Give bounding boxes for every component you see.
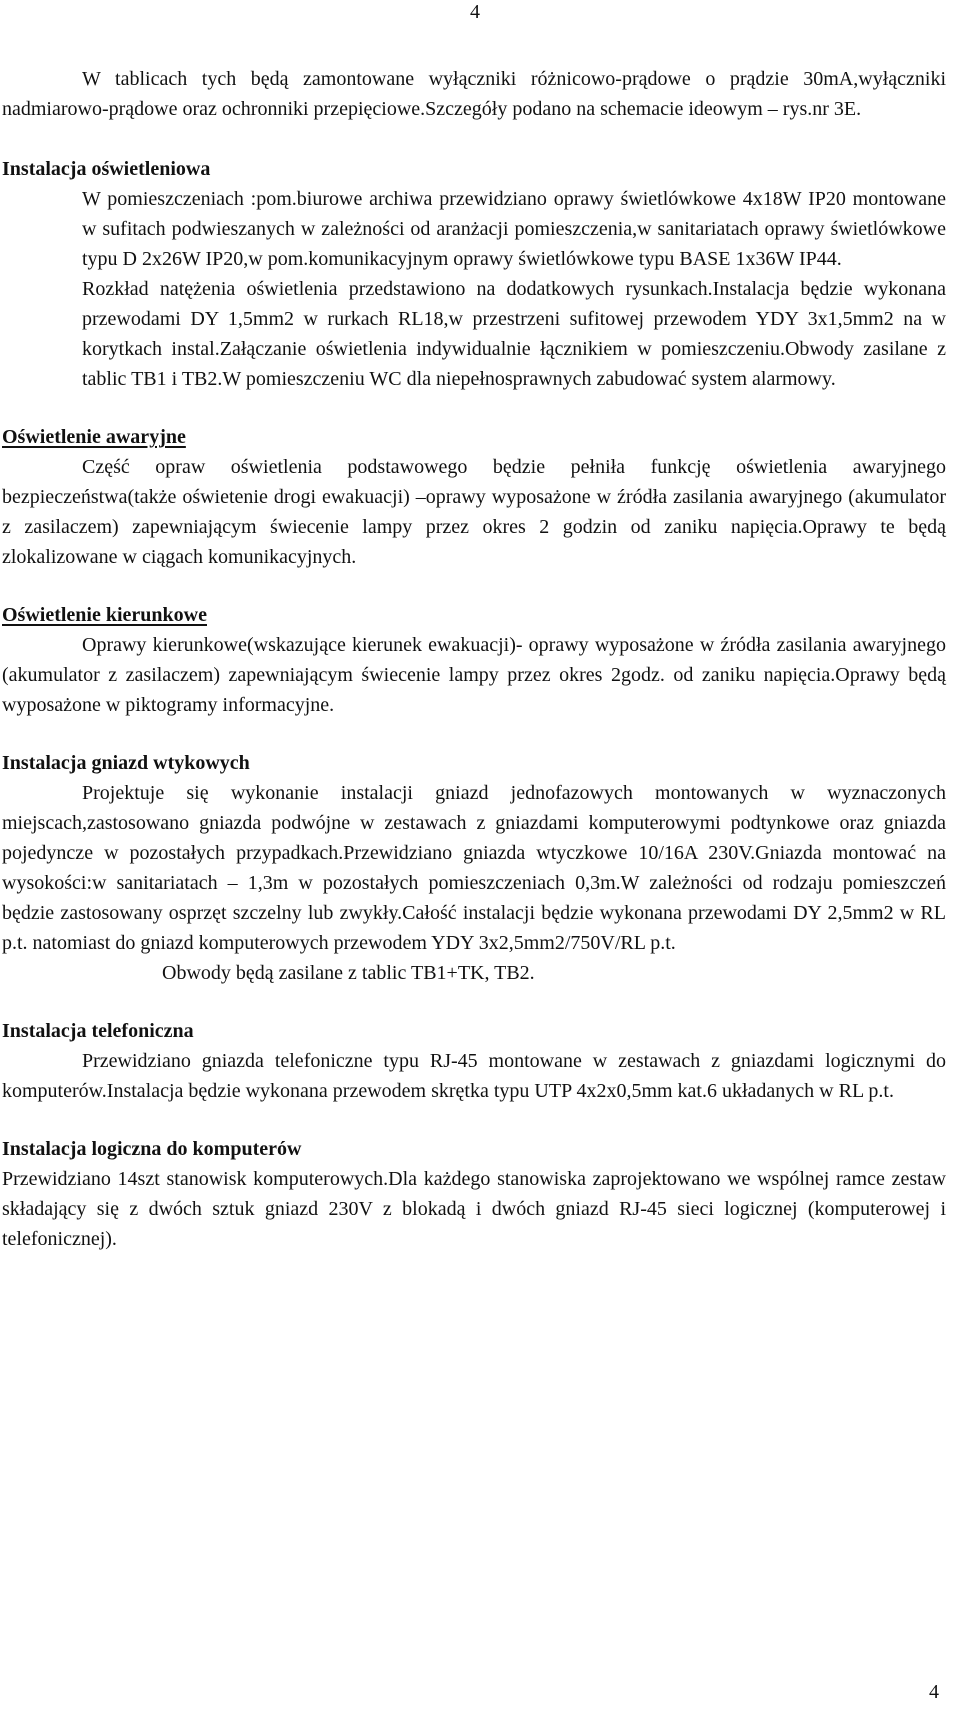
page-number-bottom: 4 (929, 1681, 939, 1703)
section-telephone (2, 1016, 946, 1106)
section-title-directional: Oświetlenie kierunkowe (2, 604, 207, 626)
section-directional-lighting (2, 600, 946, 720)
section-computer-network (2, 1134, 946, 1254)
lighting-paragraph-1: W pomieszczeniach :pom.biurowe archiwa przewidziano oprawy świetlówkowe 4x18W IP20 montowane w sufitach podwieszanych w zależności od aranżacji pomieszczenia,w sanitariatach oprawy świetlówkowe typu D 2x26W IP20,w pom.komunikacyjnym oprawy świetlówkowe typu BASE 1x36W IP44. (82, 188, 946, 270)
section-lighting (2, 154, 946, 394)
section-title-sockets: Instalacja gniazd wtykowych (2, 752, 250, 774)
intro-paragraph: W tablicach tych będą zamontowane wyłączniki różnicowo-prądowe o prądzie 30mA,wyłączniki nadmiarowo-prądowe oraz ochronniki przepięciowe.Szczegóły podano na schemacie ideowym – rys.nr 3E. (2, 68, 946, 120)
section-sockets (2, 748, 946, 988)
computer-network-paragraph: Przewidziano 14szt stanowisk komputerowych.Dla każdego stanowiska zaprojektowano we wspólnej ramce zestaw składający się z dwóch sztuk gniazd 230V z blokadą i dwóch gniazd RJ-45 sieci logicznej (komputerowej i telefonicznej). (2, 1168, 946, 1250)
section-emergency-lighting (2, 422, 946, 572)
telephone-paragraph: Przewidziano gniazda telefoniczne typu RJ-45 montowane w zestawach z gniazdami logicznymi do komputerów.Instalacja będzie wykonana przewodem skrętka typu UTP 4x2x0,5mm kat.6 układanych w RL p.t. (2, 1050, 946, 1102)
section-title-telephone: Instalacja telefoniczna (2, 1020, 194, 1042)
document-body (2, 64, 946, 1254)
lighting-paragraph-2: Rozkład natężenia oświetlenia przedstawiono na dodatkowych rysunkach.Instalacja będzie wykonana przewodami DY 1,5mm2 w rurkach RL18,w przestrzeni sufitowej przewodem YDY 3x1,5mm2 na w korytkach instal.Załączanie oświetlenia indywidualnie łącznikiem w pomieszczeniu.Obwody zasilane z tablic TB1 i TB2.W pomieszczeniu WC dla niepełnosprawnych zabudować system alarmowy. (82, 278, 946, 390)
directional-paragraph: Oprawy kierunkowe(wskazujące kierunek ewakuacji)- oprawy wyposażone w źródła zasilania awaryjnego (akumulator z zasilaczem) zapewniającym świecenie lampy przez okres 2godz. od zaniku napięcia.Oprawy będą wyposażone w piktogramy informacyjne. (2, 634, 946, 716)
section-title-lighting: Instalacja oświetleniowa (2, 158, 211, 180)
sockets-tail-paragraph: Obwody będą zasilane z tablic TB1+TK, TB2. (162, 962, 535, 984)
section-title-emergency: Oświetlenie awaryjne (2, 426, 186, 448)
emergency-paragraph: Część opraw oświetlenia podstawowego będzie pełniła funkcję oświetlenia awaryjnego bezpieczeństwa(także oświetenie drogi ewakuacji) –oprawy wyposażone w źródła zasilania awaryjnego (akumulator z zasilaczem) zapewniającym świecenie lampy przez okres 2 godzin od zaniku napięcia.Oprawy te będą zlokalizowane w ciągach komunikacyjnych. (2, 456, 946, 568)
section-title-computer-network: Instalacja logiczna do komputerów (2, 1138, 302, 1160)
sockets-paragraph: Projektuje się wykonanie instalacji gniazd jednofazowych montowanych w wyznaczonych miejscach,zastosowano gniazda podwójne w zestawach z gniazdami komputerowymi podtynkowe oraz gniazda pojedyncze w pozostałych przypadkach.Przewidziano gniazda wtyczkowe 10/16A 230V.Gniazda montować na wysokości:w sanitariatach – 1,3m w pozostałych pomieszczeniach 0,3m.W zależności od rodzaju pomieszczeń będzie zastosowany osprzęt szczelny lub zwykły.Całość instalacji będzie wykonana przewodami DY 2,5mm2 w RL p.t. natomiast do gniazd komputerowych przewodem YDY 3x2,5mm2/750V/RL p.t. (2, 782, 946, 954)
page-number-top: 4 (470, 1, 480, 23)
